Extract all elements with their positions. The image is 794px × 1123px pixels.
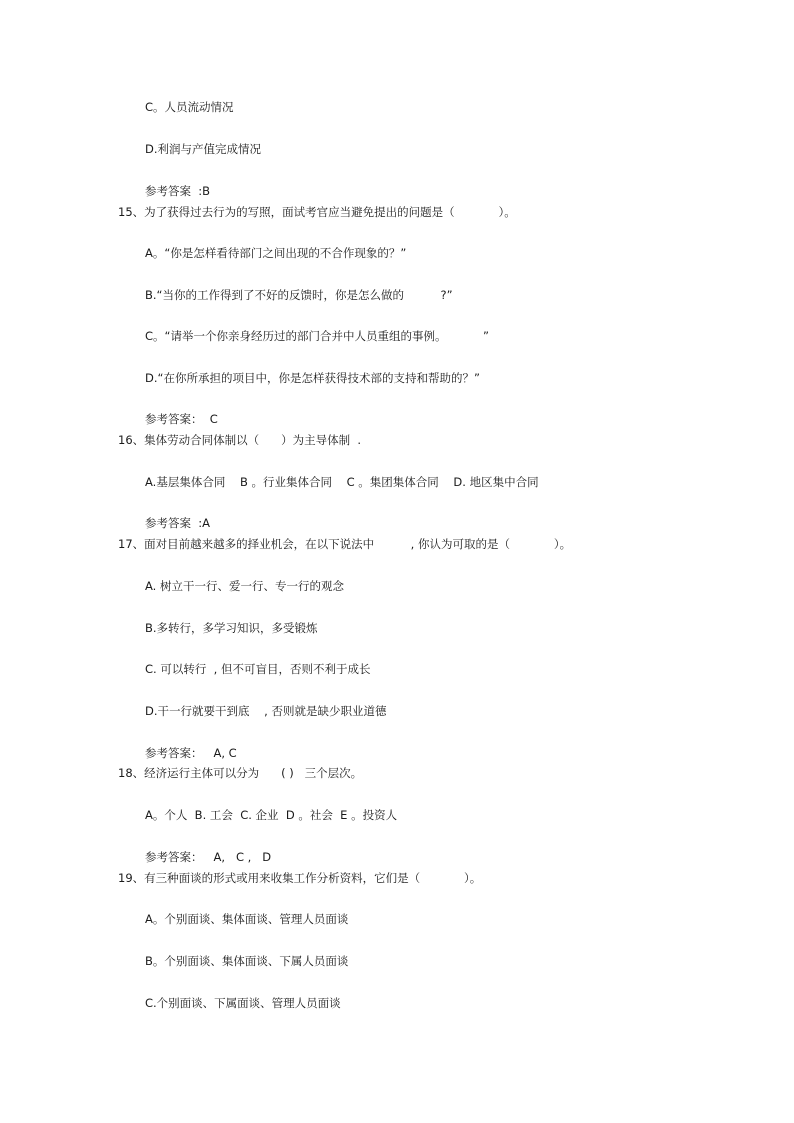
question-19-option-b: B。个别面谈、集体面谈、下属人员面谈 [145, 954, 349, 968]
question-17: 17、面对目前越来越多的择业机会，在以下说法中 , 你认为可取的是（ ）。 [118, 537, 572, 551]
question-19: 19、有三种面谈的形式或用来收集工作分析资料，它们是（ ）。 [118, 871, 482, 885]
question-18: 18、经济运行主体可以分为 ( ) 三个层次。 [118, 766, 363, 780]
answer-18: 参考答案： A, C , D [145, 850, 272, 864]
question-15-option-c: C。“请举一个你亲身经历过的部门合并中人员重组的事例。 ” [145, 329, 489, 343]
question-15-option-a: A。“你是怎样看待部门之间出现的不合作现象的？” [145, 246, 407, 260]
question-18-options: A。个人 B. 工会 C. 企业 D 。社会 E 。投资人 [145, 808, 398, 822]
answer-17: 参考答案： A, C [145, 746, 237, 760]
question-16-options: A.基层集体合同 B 。行业集体合同 C 。集团集体合同 D. 地区集中合同 [145, 475, 539, 489]
question-17-option-b: B.多转行，多学习知识，多受锻炼 [145, 621, 318, 635]
option-d-profit-output: D.利润与产值完成情况 [145, 142, 262, 156]
question-15-option-b: B.“当你的工作得到了不好的反馈时，你是怎么做的 ?” [145, 288, 453, 302]
question-17-option-d: D.干一行就要干到底 , 否则就是缺少职业道德 [145, 704, 387, 718]
answer-14: 参考答案 :B [145, 184, 211, 198]
question-19-option-c: C.个别面谈、下属面谈、管理人员面谈 [145, 996, 341, 1010]
question-15-option-d: D.“在你所承担的项目中，你是怎样获得技术部的支持和帮助的？” [145, 371, 480, 385]
question-16: 16、集体劳动合同体制以（ ）为主导体制 . [118, 433, 362, 447]
option-c-staff-flow: C。人员流动情况 [145, 100, 234, 114]
question-17-option-c: C. 可以转行 , 但不可盲目，否则不利于成长 [145, 662, 371, 676]
answer-16: 参考答案 :A [145, 516, 211, 530]
question-19-option-a: A。个别面谈、集体面谈、管理人员面谈 [145, 912, 349, 926]
answer-15: 参考答案： C [145, 412, 218, 426]
question-15: 15、为了获得过去行为的写照，面试考官应当避免提出的问题是（ ）。 [118, 205, 516, 219]
question-17-option-a: A. 树立干一行、爱一行、专一行的观念 [145, 579, 344, 593]
